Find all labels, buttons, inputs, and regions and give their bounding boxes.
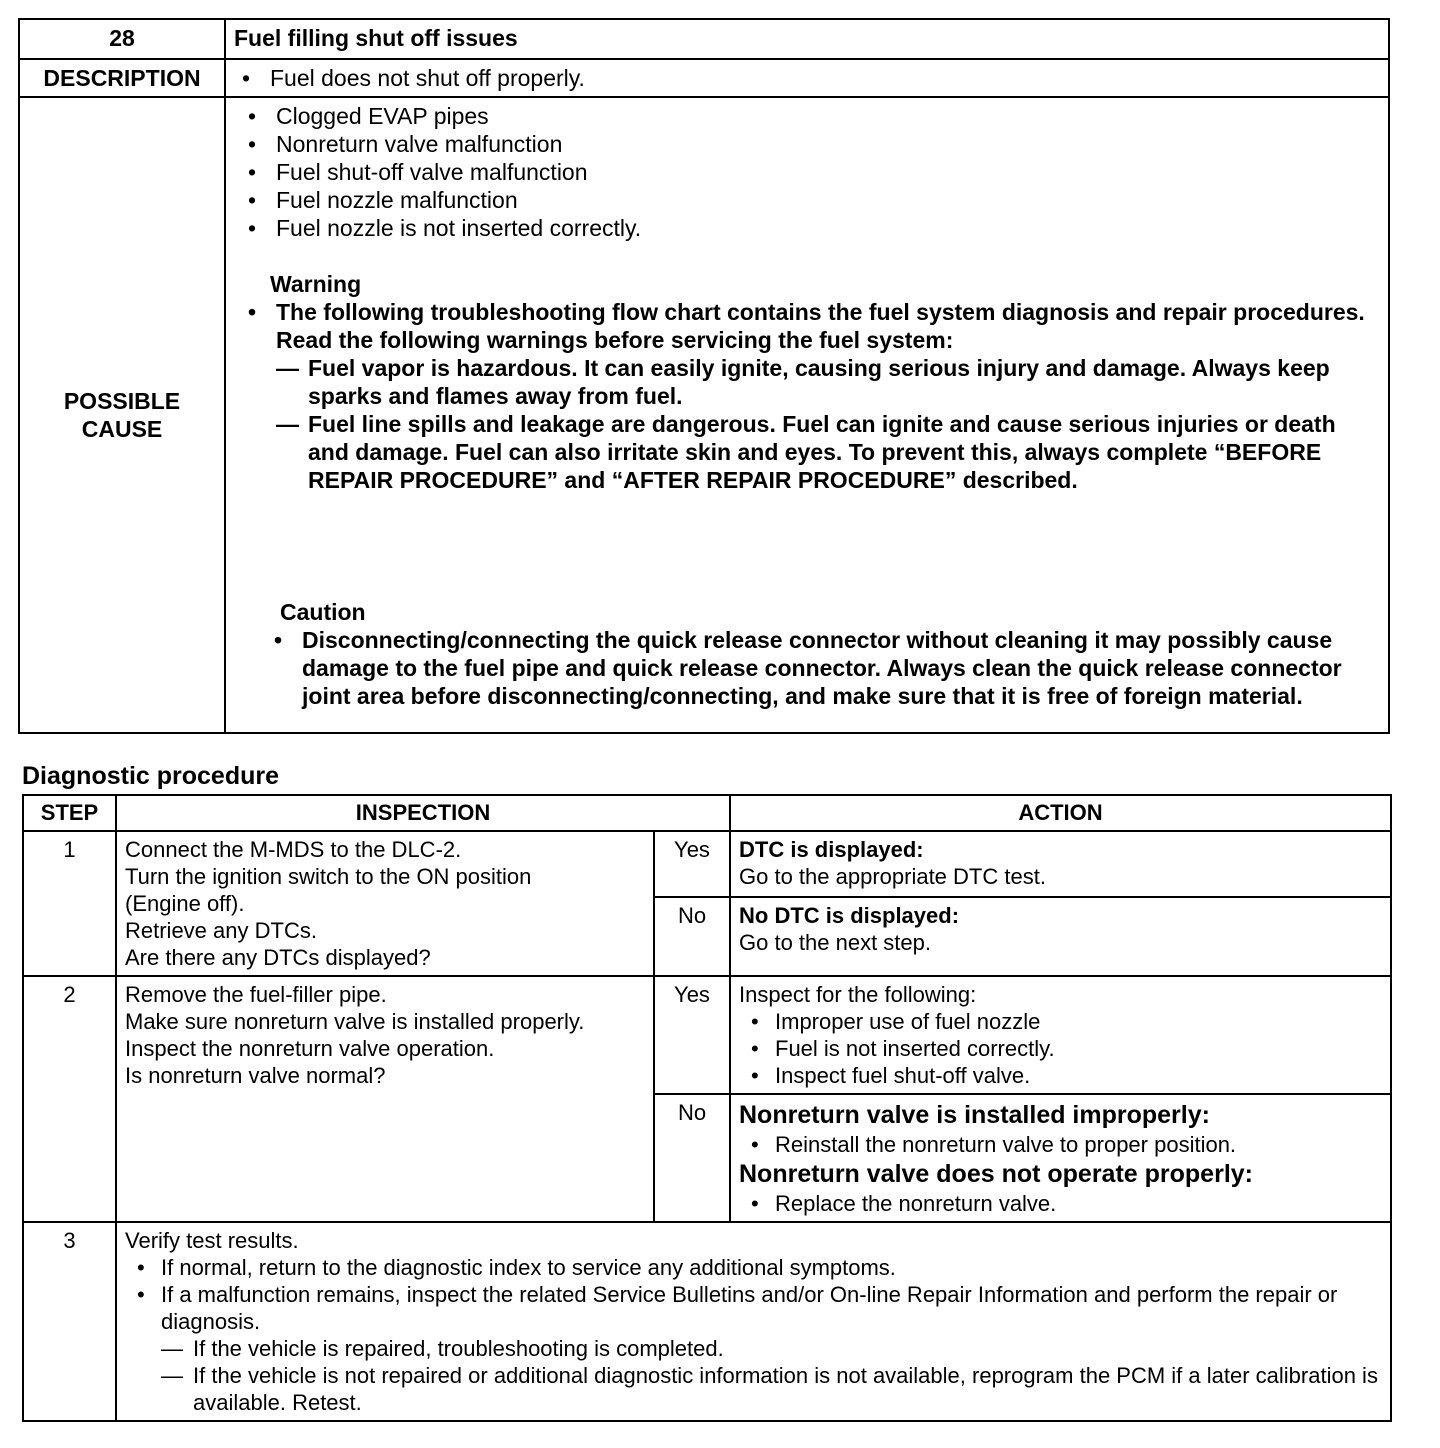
procedure-header-row: [23, 795, 1391, 831]
warning-intro: The following troubleshooting flow chart contains the fuel system diagnosis and repair procedures. Read the following warnings before servicing the fuel system:: [276, 299, 1365, 353]
description-text: • Fuel does not shut off properly.: [234, 64, 1380, 92]
step-2-yes-action: [730, 976, 1391, 1094]
step-1-yes-action: [730, 831, 1391, 897]
description-label: DESCRIPTION: [19, 59, 225, 97]
step-3-row: [23, 1222, 1391, 1421]
step-2-no-action: [730, 1094, 1391, 1222]
step-2-inspection: [116, 976, 654, 1222]
step-2-no-label: No: [654, 1094, 730, 1222]
action-list: [739, 1190, 1382, 1217]
inspection-line: Are there any DTCs displayed?: [125, 945, 431, 970]
step-2-yes-label: Yes: [654, 976, 730, 1094]
inspection-line: Remove the fuel-filler pipe.: [125, 982, 387, 1007]
step-1-yes-row: [23, 831, 1391, 897]
possible-cause-label-line2: CAUSE: [81, 416, 163, 442]
warning-sublist: [276, 354, 1380, 494]
warning-item: [240, 298, 1380, 494]
action-item: • Replace the nonreturn valve.: [739, 1190, 1382, 1217]
step-3-number: 3: [23, 1222, 116, 1421]
action-item: • Inspect fuel shut-off valve.: [739, 1062, 1382, 1089]
action-text: Go to the appropriate DTC test.: [739, 864, 1046, 889]
warning-subitem: — Fuel line spills and leakage are dangerous. Fuel can ignite and cause serious injuries or death and damage. Fuel can also irritate skin and eyes. To prevent this, always complete “BEFORE REPAIR PROCEDURE” and “AFTER REPAIR PROCEDURE” described.: [276, 410, 1380, 494]
cause-list: [240, 102, 1380, 242]
inspection-line: Retrieve any DTCs.: [125, 918, 317, 943]
action-item: • Fuel is not inserted correctly.: [739, 1035, 1382, 1062]
cause-item: • Fuel nozzle malfunction: [240, 186, 1380, 214]
cause-item: • Nonreturn valve malfunction: [240, 130, 1380, 158]
diagnostic-procedure-heading: Diagnostic procedure: [22, 762, 279, 790]
step-3-content: [116, 1222, 1391, 1421]
caution-list: [266, 626, 1380, 710]
step-2-yes-row: [23, 976, 1391, 1094]
inspection-line: Make sure nonreturn valve is installed properly.: [125, 1009, 585, 1034]
step-3-subitem: — If the vehicle is not repaired or additional diagnostic information is not available, reprogram the PCM if a later calibration is available. Retest.: [161, 1362, 1382, 1416]
warning-subitem: — Fuel vapor is hazardous. It can easily ignite, causing serious injury and damage. Always keep sparks and flames away from fuel.: [276, 354, 1380, 410]
action-heading: Nonreturn valve does not operate properly:: [739, 1160, 1253, 1188]
step-3-intro: Verify test results.: [125, 1228, 299, 1253]
inspection-line: Connect the M-MDS to the DLC-2.: [125, 837, 462, 862]
possible-cause-label-line1: POSSIBLE: [63, 388, 181, 414]
inspection-line: (Engine off).: [125, 891, 245, 916]
diagnostic-procedure-table: [22, 794, 1392, 1422]
symptom-title: Fuel filling shut off issues: [225, 19, 1389, 59]
action-text: Go to the next step.: [739, 930, 932, 956]
description-list: [234, 64, 1380, 92]
caution-heading: Caution: [280, 599, 366, 625]
action-item: • Improper use of fuel nozzle: [739, 1008, 1382, 1035]
step-1-no-action: [730, 897, 1391, 976]
inspection-line: Inspect the nonreturn valve operation.: [125, 1036, 495, 1061]
action-list: [739, 1008, 1382, 1089]
action-header: ACTION: [730, 795, 1391, 831]
step-3-sublist: [161, 1335, 1382, 1416]
step-2-number: 2: [23, 976, 116, 1222]
step-1-number: 1: [23, 831, 116, 976]
cause-item: • Fuel nozzle is not inserted correctly.: [240, 214, 1380, 242]
cause-item: • Clogged EVAP pipes: [240, 102, 1380, 130]
description-cell: [225, 59, 1389, 97]
step-3-item-text: If a malfunction remains, inspect the related Service Bulletins and/or On-line Repair Information and perform the repair or diagnosis.: [161, 1282, 1338, 1334]
possible-cause-row: [19, 97, 1389, 733]
inspection-line: Is nonreturn valve normal?: [125, 1063, 386, 1088]
action-heading: Nonreturn valve is installed improperly:: [739, 1101, 1210, 1129]
warning-list: [240, 298, 1380, 494]
symptom-number: 28: [19, 19, 225, 59]
action-heading: No DTC is displayed:: [739, 903, 960, 929]
step-header: STEP: [23, 795, 116, 831]
action-list: [739, 1131, 1382, 1158]
possible-cause-cell: [225, 97, 1389, 733]
step-3-item: [125, 1281, 1382, 1416]
step-1-yes-label: Yes: [654, 831, 730, 897]
action-text: Inspect for the following:: [739, 982, 977, 1007]
cause-item: • Fuel shut-off valve malfunction: [240, 158, 1380, 186]
inspection-line: Turn the ignition switch to the ON position: [125, 864, 532, 889]
caution-text: • Disconnecting/connecting the quick release connector without cleaning it may possibly cause damage to the fuel pipe and quick release connector. Always clean the quick release connector joint area before disconnecting/connecting, and make sure that it is free of foreign material.: [266, 626, 1380, 710]
step-1-no-label: No: [654, 897, 730, 976]
description-row: [19, 59, 1389, 97]
symptom-title-row: [19, 19, 1389, 59]
possible-cause-label: [19, 97, 225, 733]
step-3-subitem: — If the vehicle is repaired, troubleshooting is completed.: [161, 1335, 1382, 1362]
warning-heading: Warning: [270, 271, 362, 297]
inspection-header: INSPECTION: [116, 795, 730, 831]
symptom-table: [18, 18, 1390, 734]
step-1-inspection: [116, 831, 654, 976]
action-item: • Reinstall the nonreturn valve to proper position.: [739, 1131, 1382, 1158]
step-3-item: • If normal, return to the diagnostic index to service any additional symptoms.: [125, 1254, 1382, 1281]
step-3-list: [125, 1254, 1382, 1416]
action-heading: DTC is displayed:: [739, 837, 924, 862]
